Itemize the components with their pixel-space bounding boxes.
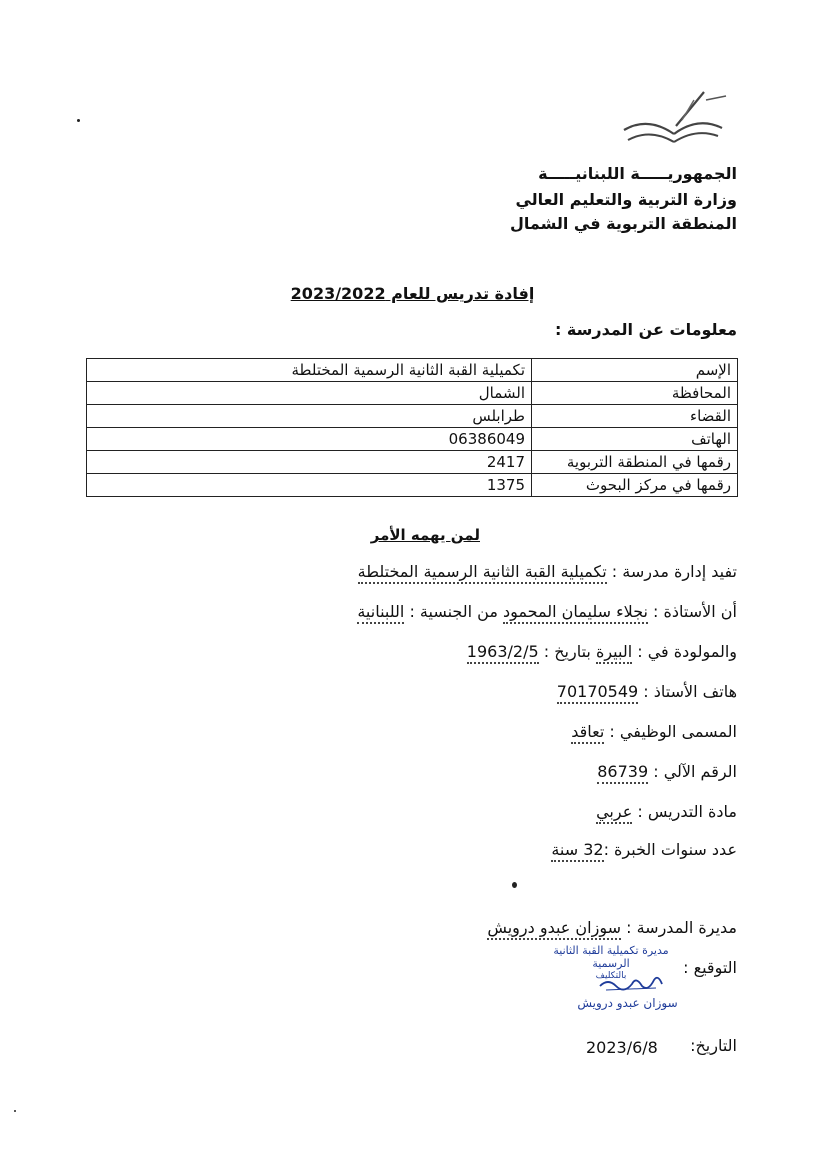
scan-speck	[512, 882, 517, 888]
to-whom-heading: لمن يهمه الأمر	[370, 526, 480, 544]
job-title-value: تعاقد	[571, 722, 604, 744]
auto-number-value: 86739	[597, 762, 648, 784]
school-name-value: تكميلية القبة الثانية الرسمية المختلطة	[358, 562, 607, 584]
body-line-experience	[551, 840, 737, 859]
header-republic: الجمهوريـــــة اللبنانيـــــة	[538, 164, 737, 183]
line-label: من الجنسية :	[404, 602, 503, 621]
teacher-phone-value: 70170549	[557, 682, 638, 704]
line-label: بتاريخ :	[538, 642, 596, 661]
signature-scribble-icon	[596, 970, 666, 996]
row-label: الهاتف	[532, 428, 738, 451]
header-ministry: وزارة التربية والتعليم العالي	[515, 190, 737, 209]
experience-value: 32 سنة	[551, 840, 603, 862]
scan-speck	[77, 119, 80, 122]
row-label: المحافظة	[532, 382, 738, 405]
table-row	[87, 451, 738, 474]
table-row	[87, 382, 738, 405]
school-info-heading: معلومات عن المدرسة :	[554, 320, 737, 339]
signature-label: التوقيع :	[683, 958, 737, 977]
table-row	[87, 405, 738, 428]
director-name-value: سوزان عبدو درويش	[487, 918, 621, 940]
line-label: هاتف الأستاذ :	[638, 682, 737, 701]
body-line-school	[358, 562, 737, 581]
row-label: رقمها في مركز البحوث	[532, 474, 738, 497]
stamp-name: سوزان عبدو درويش	[577, 996, 678, 1010]
line-label: المسمى الوظيفي :	[604, 722, 737, 741]
birth-place-value: البيرة	[596, 642, 632, 664]
document-title: إفادة تدريس للعام 2023/2022	[290, 284, 535, 303]
header-region: المنطقة التربوية في الشمال	[509, 214, 737, 233]
stamp-subtitle: بالتكليف	[595, 971, 627, 981]
table-row	[87, 474, 738, 497]
school-info-table	[86, 358, 738, 497]
teacher-name-value: نجلاء سليمان المحمود	[503, 602, 648, 624]
row-value: الشمال	[87, 382, 532, 405]
row-value: 2417	[87, 451, 532, 474]
row-label: رقمها في المنطقة التربوية	[532, 451, 738, 474]
row-value: 06386049	[87, 428, 532, 451]
body-line-teacher	[357, 602, 737, 621]
body-line-birth	[467, 642, 737, 661]
date-label: التاريخ:	[690, 1036, 737, 1055]
ministry-logo-icon	[618, 86, 730, 148]
birth-date-value: 1963/2/5	[467, 642, 539, 664]
line-label: تفيد إدارة مدرسة :	[606, 562, 737, 581]
nationality-value: اللبنانية	[357, 602, 404, 624]
body-line-number	[597, 762, 737, 781]
line-label: عدد سنوات الخبرة :	[603, 840, 737, 859]
subject-value: عربي	[596, 802, 632, 824]
scan-speck	[14, 1110, 16, 1112]
row-label: الإسم	[532, 359, 738, 382]
line-label: مديرة المدرسة :	[621, 918, 737, 937]
table-row	[87, 428, 738, 451]
stamp-title: مديرة تكميلية القبة الثانية الرسمية	[553, 944, 669, 970]
body-line-job-title	[571, 722, 737, 741]
table-row	[87, 359, 738, 382]
row-value: 1375	[87, 474, 532, 497]
date-value: 2023/6/8	[586, 1038, 658, 1057]
line-label: مادة التدريس :	[632, 802, 737, 821]
row-value: طرابلس	[87, 405, 532, 428]
director-line	[487, 918, 737, 937]
row-value: تكميلية القبة الثانية الرسمية المختلطة	[87, 359, 532, 382]
body-line-subject	[596, 802, 737, 821]
line-label: أن الأستاذة :	[647, 602, 737, 621]
row-label: القضاء	[532, 405, 738, 428]
line-label: الرقم الآلي :	[648, 762, 737, 781]
body-line-phone	[557, 682, 737, 701]
line-label: والمولودة في :	[632, 642, 737, 661]
